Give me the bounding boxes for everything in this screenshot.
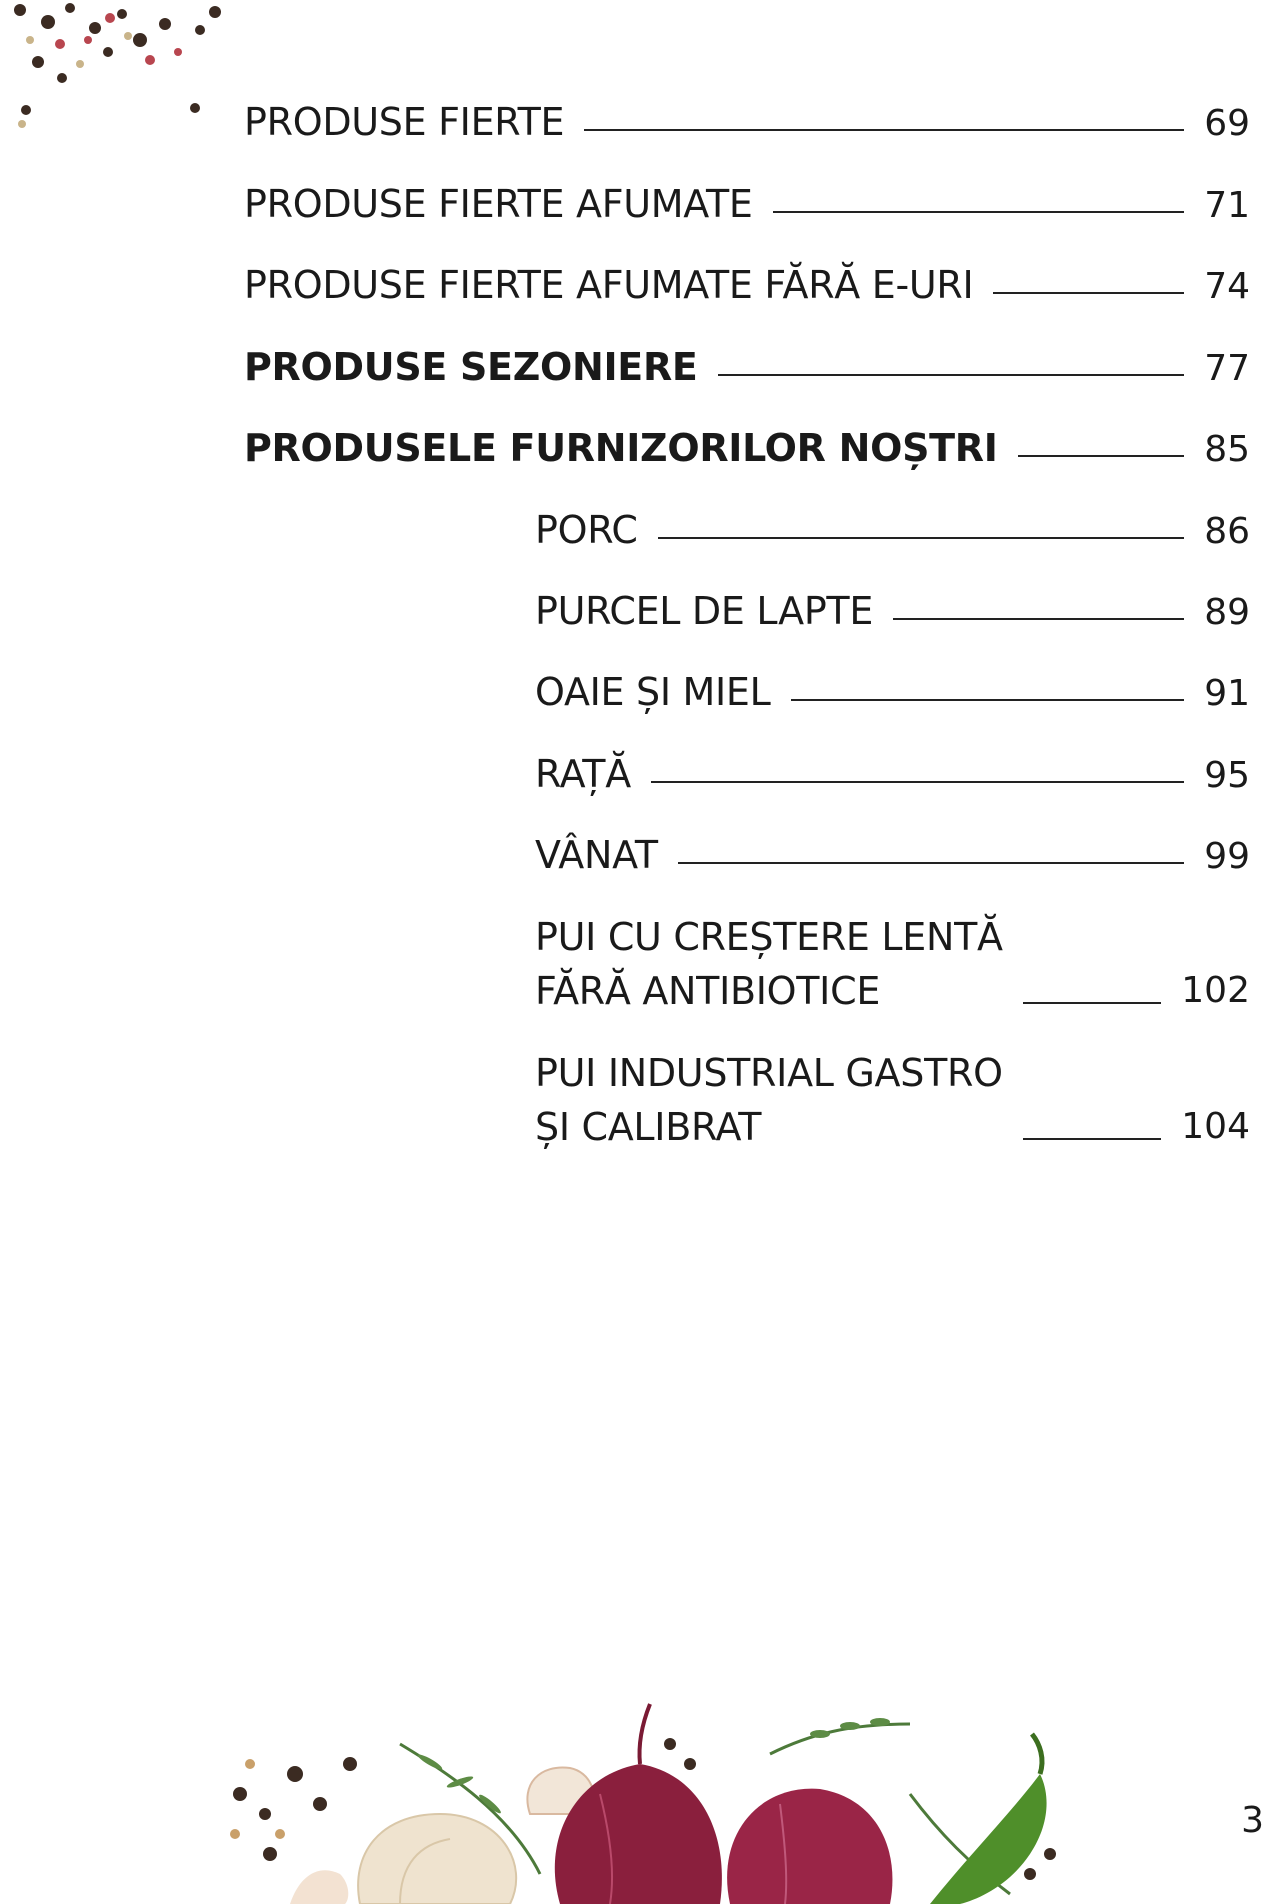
- toc-entry-page: 102: [1181, 970, 1250, 1011]
- toc-leader-line: [584, 129, 1184, 131]
- toc-leader-line: [1018, 455, 1185, 457]
- toc-entry-title-line1: PUI CU CREȘTERE LENTĂ: [535, 915, 1003, 959]
- toc-leader-line: [773, 211, 1185, 213]
- toc-entry-title: PRODUSE FIERTE: [244, 100, 565, 144]
- toc-entry-title: PRODUSE FIERTE AFUMATE FĂRĂ E-URI: [244, 263, 974, 307]
- toc-entry-page: 69: [1204, 103, 1250, 144]
- toc-entry-title: PRODUSE SEZONIERE: [244, 345, 698, 389]
- toc-entry-page: 104: [1181, 1106, 1250, 1147]
- toc-entry[interactable]: [244, 95, 1250, 151]
- toc-entry-title-lines: [535, 1046, 1003, 1154]
- toc-entry-page: 74: [1204, 266, 1250, 307]
- toc-entry-title: RAȚĂ: [535, 752, 631, 796]
- toc-subentry[interactable]: [535, 584, 1250, 640]
- toc-entry-page: 91: [1204, 673, 1250, 714]
- toc-entry-page: 85: [1204, 429, 1250, 470]
- toc-leader-line: [893, 618, 1184, 620]
- toc-entry[interactable]: [244, 258, 1250, 314]
- toc-leader-line: [993, 292, 1184, 294]
- toc-entry-title-line2: FĂRĂ ANTIBIOTICE: [535, 969, 881, 1013]
- toc-leader-line: [1023, 1138, 1162, 1140]
- page-number: 3: [1241, 1800, 1264, 1841]
- toc-subentry[interactable]: [535, 828, 1250, 884]
- vegetables-spices-decoration: [210, 1664, 1110, 1904]
- toc-leader-line: [718, 374, 1185, 376]
- toc-subentry[interactable]: [535, 1046, 1250, 1154]
- toc-entry-page: 99: [1204, 836, 1250, 877]
- toc-subentry[interactable]: [535, 910, 1250, 1018]
- toc-entry-title: VÂNAT: [535, 833, 658, 877]
- toc-subentry[interactable]: [535, 665, 1250, 721]
- toc-leader-line: [678, 862, 1184, 864]
- toc-subentry[interactable]: [535, 503, 1250, 559]
- toc-entry-page: 77: [1204, 348, 1250, 389]
- toc-leader-line: [651, 781, 1184, 783]
- toc-entry-title: OAIE ȘI MIEL: [535, 670, 771, 714]
- toc-entry-title-lines: [535, 910, 1003, 1018]
- toc-leader-line: [658, 537, 1185, 539]
- toc-entry-title: PORC: [535, 508, 638, 552]
- toc-entry-page: 95: [1204, 755, 1250, 796]
- toc-subentry[interactable]: [535, 747, 1250, 803]
- toc-entry[interactable]: [244, 340, 1250, 396]
- toc-entry-page: 89: [1204, 592, 1250, 633]
- peppercorns-decoration: [0, 0, 240, 140]
- toc-entry[interactable]: [244, 421, 1250, 477]
- toc-leader-line: [1023, 1002, 1162, 1004]
- toc-entry-page: 71: [1204, 185, 1250, 226]
- toc-entry-title-line2: ȘI CALIBRAT: [535, 1105, 762, 1149]
- toc-entry-title: PRODUSELE FURNIZORILOR NOȘTRI: [244, 426, 998, 470]
- toc-entry-page: 86: [1204, 511, 1250, 552]
- toc-entry-title-line1: PUI INDUSTRIAL GASTRO: [535, 1051, 1003, 1095]
- toc-leader-line: [791, 699, 1185, 701]
- toc-entry-title: PURCEL DE LAPTE: [535, 589, 874, 633]
- toc-entry[interactable]: [244, 177, 1250, 233]
- toc-entry-title: PRODUSE FIERTE AFUMATE: [244, 182, 753, 226]
